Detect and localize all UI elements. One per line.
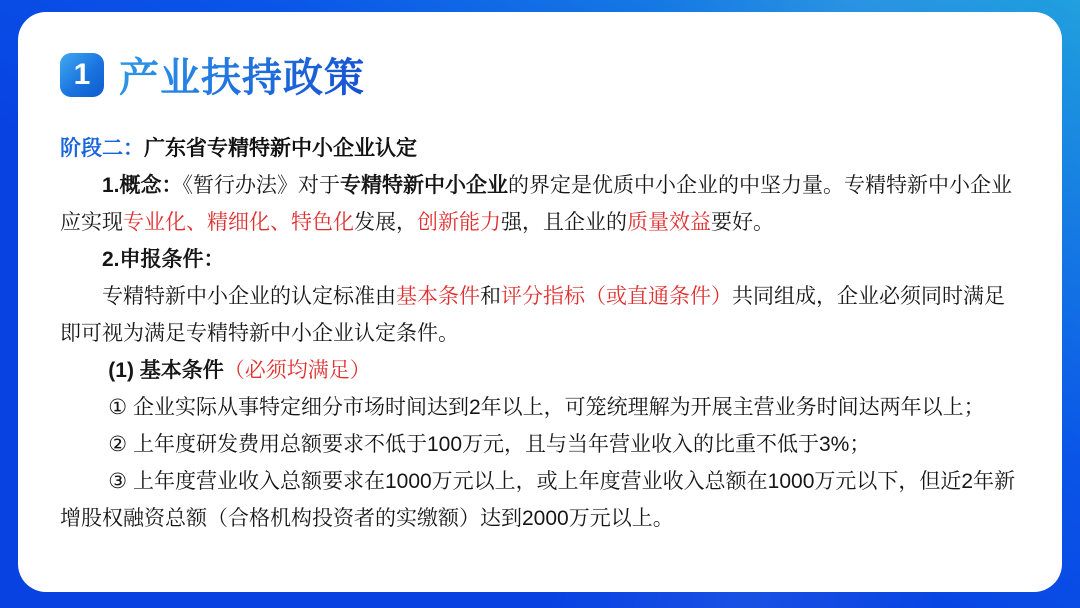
text-segment: ① 企业实际从事特定细分市场时间达到2年以上，可笼统理解为开展主营业务时间达两年以上；	[108, 396, 985, 419]
text-segment: 基本条件	[396, 285, 480, 308]
paragraph	[60, 241, 1020, 278]
text-segment: 和	[480, 285, 501, 308]
text-segment: 创新能力	[417, 211, 501, 234]
text-segment: 共同组成，企业必须同时满足即可视为满足专精特新中小企业认定条件。	[60, 285, 1005, 345]
paragraph	[60, 463, 1020, 537]
text-segment: 专精特新中小企业的认定标准由	[102, 285, 396, 308]
page-title: 产业扶持政策	[119, 46, 365, 103]
text-segment: 1.概念：	[102, 174, 183, 197]
stage-heading	[60, 130, 1020, 167]
text-segment: 发展，	[354, 211, 417, 234]
text-segment: 2.申报条件：	[102, 248, 225, 271]
paragraph	[60, 167, 1020, 241]
text-segment: 的界定是优质中小企业的中坚力量。专精特新中小企业应实现	[60, 174, 1013, 234]
text-segment: ② 上年度研发费用总额要求不低于100万元，且与当年营业收入的比重不低于3%；	[108, 433, 871, 456]
text-segment: 专业化、精细化、特色化	[123, 211, 354, 234]
section-number-badge	[60, 53, 104, 97]
text-segment: 《暂行办法》对于	[182, 174, 341, 197]
text-segment: 评分指标（或直通条件）	[501, 285, 732, 308]
paragraph	[60, 426, 1020, 463]
stage-label: 阶段二：	[60, 137, 144, 160]
paragraph	[60, 352, 1020, 389]
paragraphs	[60, 167, 1020, 537]
content-card	[18, 12, 1062, 592]
body-text	[60, 130, 1020, 537]
paragraph	[60, 389, 1020, 426]
text-segment: （必须均满足）	[223, 359, 371, 382]
text-segment: 质量效益	[627, 211, 711, 234]
paragraph	[60, 278, 1020, 352]
stage-title: 广东省专精特新中小企业认定	[144, 137, 417, 160]
text-segment: 专精特新中小企业	[340, 174, 509, 197]
section-header	[60, 46, 1020, 103]
text-segment: 强，且企业的	[501, 211, 627, 234]
text-segment: (1) 基本条件	[108, 359, 224, 382]
section-number: 1	[73, 57, 91, 91]
text-segment: ③ 上年度营业收入总额要求在1000万元以上，或上年度营业收入总额在1000万元以下，但近2年新增股权融资总额（合格机构投资者的实缴额）达到2000万元以上。	[60, 470, 1016, 530]
text-segment: 要好。	[711, 211, 774, 234]
